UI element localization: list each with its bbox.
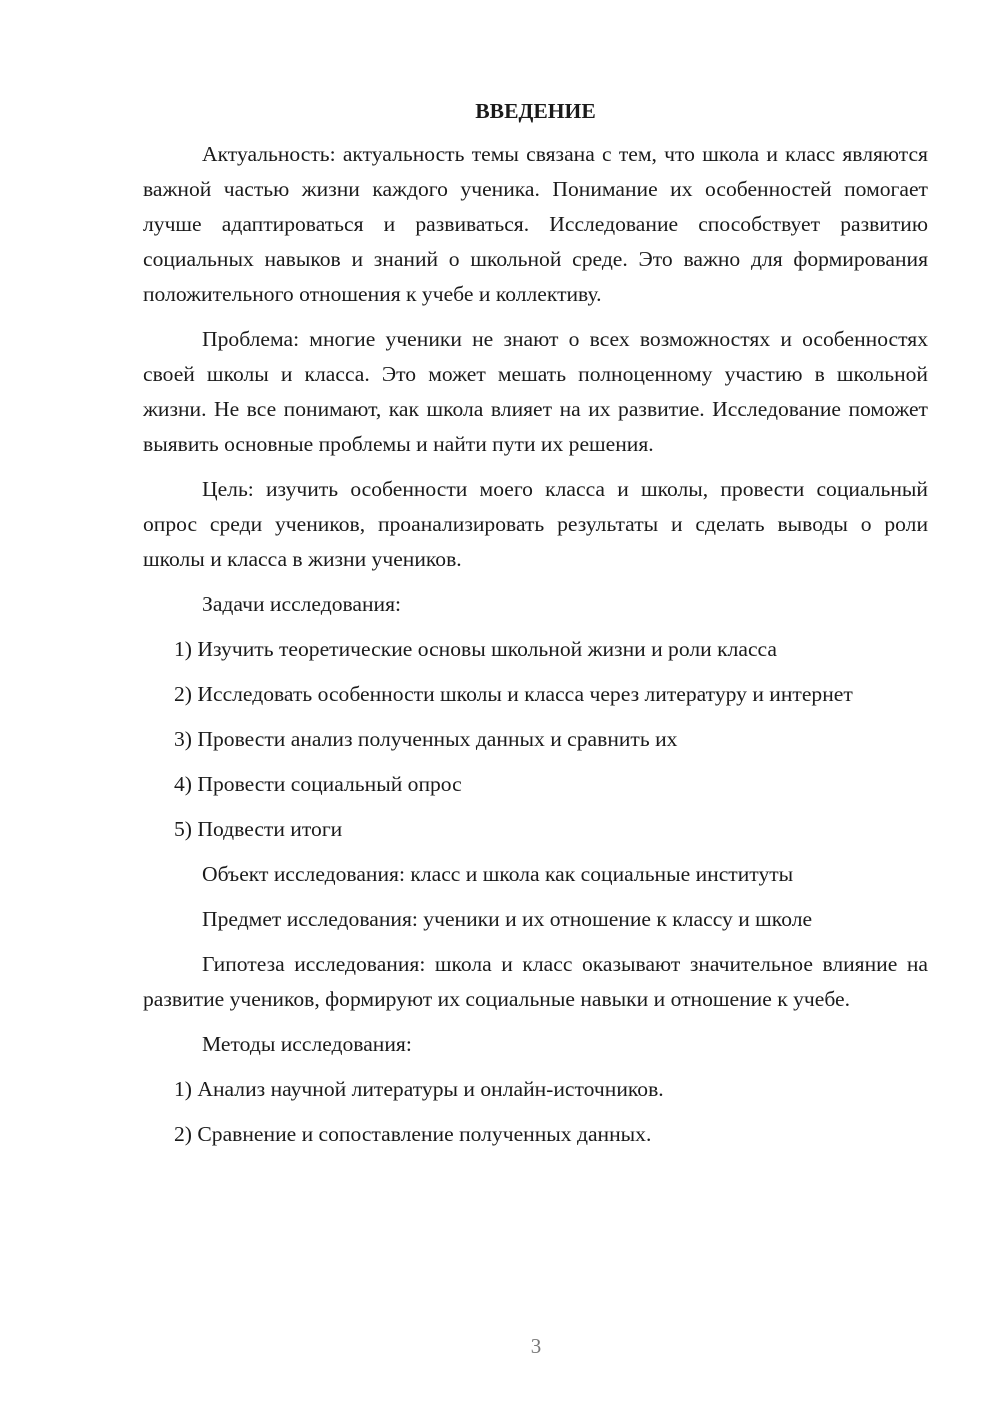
method-item-2: 2) Сравнение и сопоставление полученных данных. (174, 1122, 652, 1146)
method-item-1: 1) Анализ научной литературы и онлайн-источников. (174, 1077, 664, 1101)
page-number: 3 (530, 1334, 542, 1358)
hypothesis-paragraph: Гипотеза исследования: школа и класс оказывают значительное влияние на развитие учеников, формируют их социальные навыки и отношение к учебе. (143, 952, 928, 1011)
task-item-3: 3) Провести анализ полученных данных и сравнить их (174, 727, 678, 751)
task-item-1: 1) Изучить теоретические основы школьной жизни и роли класса (174, 637, 777, 661)
goal-paragraph: Цель: изучить особенности моего класса и школы, провести социальный опрос среди учеников, проанализировать результаты и сделать выводы о роли школы и класса в жизни учеников. (143, 477, 928, 571)
object-paragraph: Объект исследования: класс и школа как социальные институты (202, 862, 794, 886)
problem-paragraph: Проблема: многие ученики не знают о всех возможностях и особенностях своей школы и класса. Это может мешать полноценному участию в школьной жизни. Не все понимают, как школа влияет на их развитие. Исследование поможет выявить основные проблемы и найти пути их решения. (143, 327, 928, 456)
task-item-5: 5) Подвести итоги (174, 817, 343, 841)
task-item-4: 4) Провести социальный опрос (174, 772, 462, 796)
methods-heading: Методы исследования: (202, 1032, 412, 1056)
task-item-2: 2) Исследовать особенности школы и класса через литературу и интернет (174, 682, 853, 706)
page-title: ВВЕДЕНИЕ (475, 99, 596, 123)
tasks-heading: Задачи исследования: (202, 592, 402, 616)
subject-paragraph: Предмет исследования: ученики и их отношение к классу и школе (202, 907, 813, 931)
document-page (143, 96, 928, 1162)
relevance-paragraph: Актуальность: актуальность темы связана с тем, что школа и класс являются важной частью жизни каждого ученика. Понимание их особенностей помогает лучше адаптироваться и развиваться. Исследование способствует развитию социальных навыков и знаний о школьной среде. Это важно для формирования положительного отношения к учебе и коллективу. (143, 142, 928, 306)
